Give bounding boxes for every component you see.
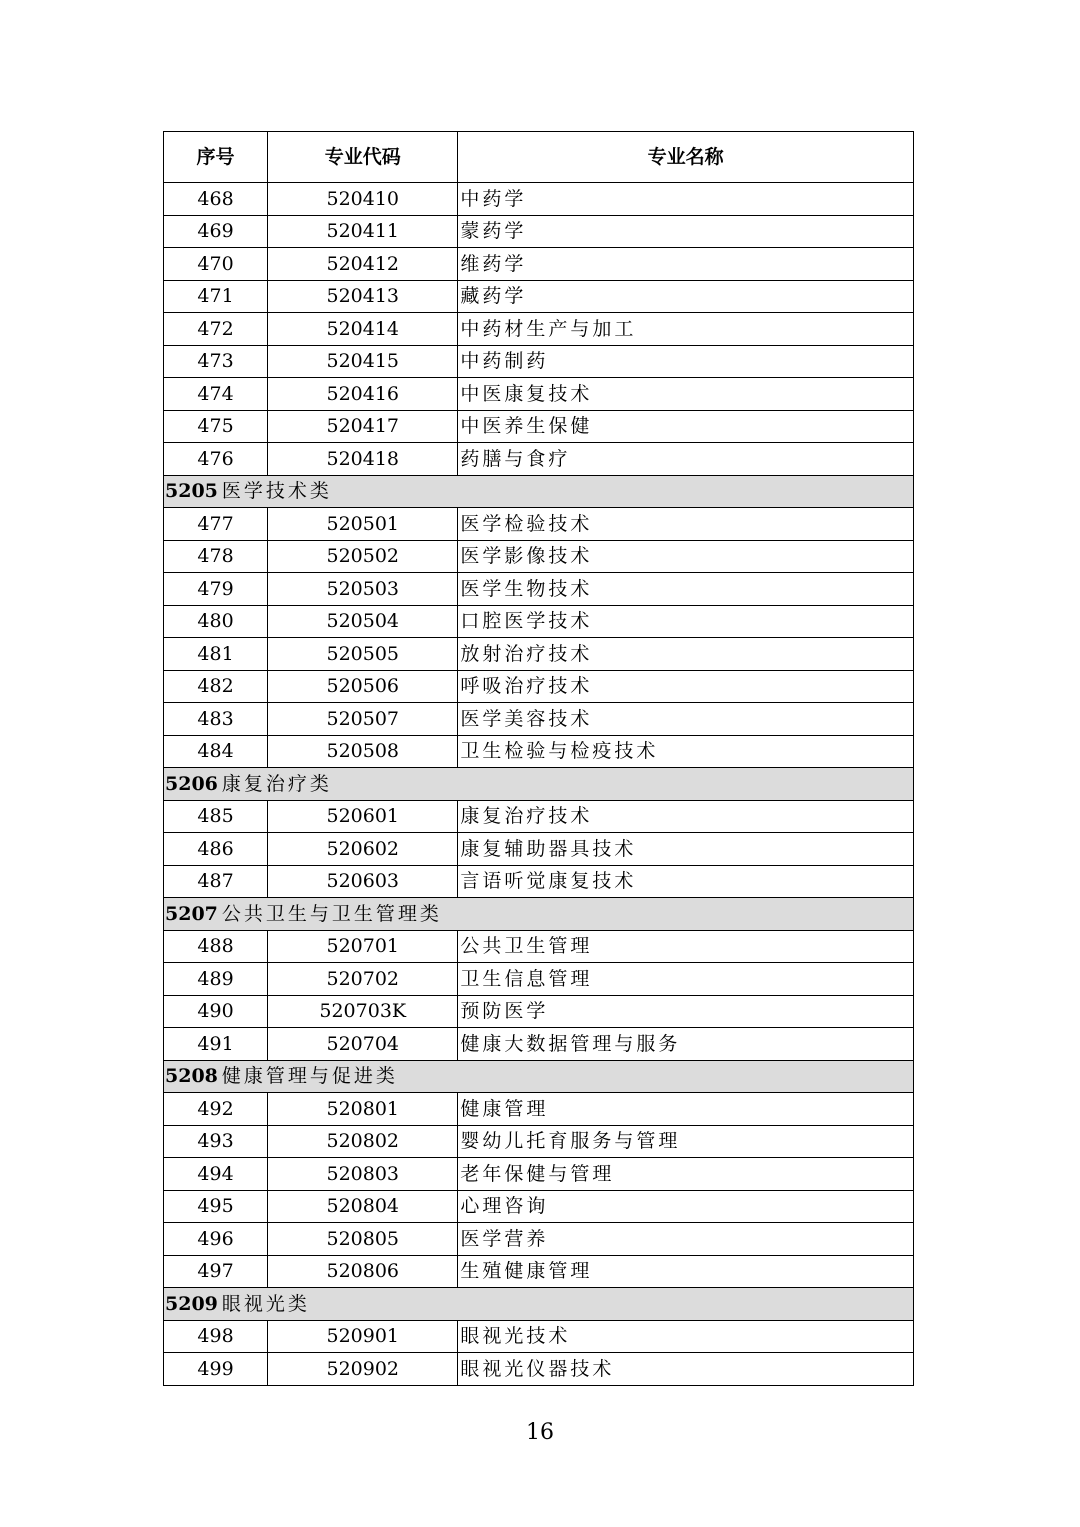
category-cell bbox=[164, 1288, 914, 1321]
row-number: 486 bbox=[164, 833, 268, 866]
table-row bbox=[164, 508, 914, 541]
row-name: 中药材生产与加工 bbox=[458, 313, 914, 346]
row-number: 488 bbox=[164, 930, 268, 963]
row-number: 498 bbox=[164, 1320, 268, 1353]
table-row bbox=[164, 833, 914, 866]
category-code: 5209 bbox=[165, 1292, 218, 1315]
row-code: 520702 bbox=[268, 963, 458, 996]
row-number: 491 bbox=[164, 1028, 268, 1061]
row-code: 520803 bbox=[268, 1158, 458, 1191]
row-code: 520804 bbox=[268, 1190, 458, 1223]
table-row bbox=[164, 1320, 914, 1353]
table-row bbox=[164, 313, 914, 346]
row-number: 479 bbox=[164, 573, 268, 606]
table-row bbox=[164, 573, 914, 606]
row-name: 公共卫生管理 bbox=[458, 930, 914, 963]
row-code: 520506 bbox=[268, 670, 458, 703]
table-row bbox=[164, 1223, 914, 1256]
category-code: 5206 bbox=[165, 772, 218, 795]
row-code: 520902 bbox=[268, 1353, 458, 1386]
category-name: 公共卫生与卫生管理类 bbox=[221, 902, 442, 925]
row-name: 老年保健与管理 bbox=[458, 1158, 914, 1191]
table-row bbox=[164, 995, 914, 1028]
row-number: 475 bbox=[164, 410, 268, 443]
row-name: 生殖健康管理 bbox=[458, 1255, 914, 1288]
row-code: 520504 bbox=[268, 605, 458, 638]
row-code: 520601 bbox=[268, 800, 458, 833]
table-row bbox=[164, 1093, 914, 1126]
row-code: 520414 bbox=[268, 313, 458, 346]
table-row bbox=[164, 605, 914, 638]
row-name: 蒙药学 bbox=[458, 215, 914, 248]
row-number: 487 bbox=[164, 865, 268, 898]
row-name: 健康大数据管理与服务 bbox=[458, 1028, 914, 1061]
row-name: 医学营养 bbox=[458, 1223, 914, 1256]
row-number: 481 bbox=[164, 638, 268, 671]
row-name: 中医养生保健 bbox=[458, 410, 914, 443]
row-number: 490 bbox=[164, 995, 268, 1028]
row-name: 康复辅助器具技术 bbox=[458, 833, 914, 866]
row-code: 520417 bbox=[268, 410, 458, 443]
category-cell bbox=[164, 1060, 914, 1093]
row-name: 心理咨询 bbox=[458, 1190, 914, 1223]
row-number: 476 bbox=[164, 443, 268, 476]
row-code: 520418 bbox=[268, 443, 458, 476]
category-row bbox=[164, 898, 914, 931]
row-name: 眼视光技术 bbox=[458, 1320, 914, 1353]
table-row bbox=[164, 378, 914, 411]
table-row bbox=[164, 183, 914, 216]
header-code: 专业代码 bbox=[268, 132, 458, 183]
row-name: 藏药学 bbox=[458, 280, 914, 313]
row-code: 520502 bbox=[268, 540, 458, 573]
category-cell bbox=[164, 898, 914, 931]
page-number: 16 bbox=[526, 1420, 554, 1445]
row-number: 497 bbox=[164, 1255, 268, 1288]
row-code: 520508 bbox=[268, 735, 458, 768]
table-row bbox=[164, 443, 914, 476]
table-row bbox=[164, 1158, 914, 1191]
table-row bbox=[164, 280, 914, 313]
table-header-row bbox=[164, 132, 914, 183]
row-name: 眼视光仪器技术 bbox=[458, 1353, 914, 1386]
row-name: 药膳与食疗 bbox=[458, 443, 914, 476]
row-code: 520412 bbox=[268, 248, 458, 281]
table-row bbox=[164, 248, 914, 281]
row-number: 493 bbox=[164, 1125, 268, 1158]
table-row bbox=[164, 670, 914, 703]
major-catalog-table bbox=[163, 131, 914, 1386]
table-row bbox=[164, 963, 914, 996]
row-name: 婴幼儿托育服务与管理 bbox=[458, 1125, 914, 1158]
row-code: 520503 bbox=[268, 573, 458, 606]
row-name: 维药学 bbox=[458, 248, 914, 281]
row-name: 卫生检验与检疫技术 bbox=[458, 735, 914, 768]
table-row bbox=[164, 703, 914, 736]
category-row bbox=[164, 1060, 914, 1093]
row-number: 471 bbox=[164, 280, 268, 313]
category-code: 5208 bbox=[165, 1065, 218, 1088]
header-name: 专业名称 bbox=[458, 132, 914, 183]
table-body bbox=[164, 183, 914, 1386]
row-code: 520802 bbox=[268, 1125, 458, 1158]
row-name: 口腔医学技术 bbox=[458, 605, 914, 638]
row-number: 480 bbox=[164, 605, 268, 638]
table-row bbox=[164, 540, 914, 573]
table-row bbox=[164, 865, 914, 898]
row-number: 499 bbox=[164, 1353, 268, 1386]
row-code: 520805 bbox=[268, 1223, 458, 1256]
table-row bbox=[164, 215, 914, 248]
row-number: 495 bbox=[164, 1190, 268, 1223]
row-number: 483 bbox=[164, 703, 268, 736]
table-row bbox=[164, 1353, 914, 1386]
row-name: 卫生信息管理 bbox=[458, 963, 914, 996]
row-code: 520501 bbox=[268, 508, 458, 541]
row-code: 520416 bbox=[268, 378, 458, 411]
row-code: 520806 bbox=[268, 1255, 458, 1288]
category-name: 健康管理与促进类 bbox=[221, 1065, 398, 1088]
row-number: 485 bbox=[164, 800, 268, 833]
row-number: 492 bbox=[164, 1093, 268, 1126]
table-row bbox=[164, 1190, 914, 1223]
category-code: 5207 bbox=[165, 902, 218, 925]
row-name: 医学生物技术 bbox=[458, 573, 914, 606]
row-code: 520602 bbox=[268, 833, 458, 866]
row-code: 520901 bbox=[268, 1320, 458, 1353]
row-number: 469 bbox=[164, 215, 268, 248]
row-number: 473 bbox=[164, 345, 268, 378]
category-code: 5205 bbox=[165, 480, 218, 503]
row-number: 496 bbox=[164, 1223, 268, 1256]
row-name: 中药学 bbox=[458, 183, 914, 216]
table-row bbox=[164, 800, 914, 833]
table-row bbox=[164, 930, 914, 963]
category-name: 康复治疗类 bbox=[221, 772, 332, 795]
table-row bbox=[164, 345, 914, 378]
row-name: 中医康复技术 bbox=[458, 378, 914, 411]
category-row bbox=[164, 475, 914, 508]
row-name: 中药制药 bbox=[458, 345, 914, 378]
row-code: 520411 bbox=[268, 215, 458, 248]
row-name: 放射治疗技术 bbox=[458, 638, 914, 671]
category-row bbox=[164, 768, 914, 801]
category-name: 眼视光类 bbox=[221, 1292, 310, 1315]
row-number: 494 bbox=[164, 1158, 268, 1191]
row-number: 472 bbox=[164, 313, 268, 346]
table-row bbox=[164, 735, 914, 768]
row-name: 医学美容技术 bbox=[458, 703, 914, 736]
row-code: 520410 bbox=[268, 183, 458, 216]
category-row bbox=[164, 1288, 914, 1321]
row-code: 520415 bbox=[268, 345, 458, 378]
row-code: 520801 bbox=[268, 1093, 458, 1126]
row-code: 520413 bbox=[268, 280, 458, 313]
row-name: 康复治疗技术 bbox=[458, 800, 914, 833]
row-code: 520603 bbox=[268, 865, 458, 898]
row-number: 484 bbox=[164, 735, 268, 768]
row-number: 489 bbox=[164, 963, 268, 996]
row-name: 健康管理 bbox=[458, 1093, 914, 1126]
row-name: 言语听觉康复技术 bbox=[458, 865, 914, 898]
table-row bbox=[164, 410, 914, 443]
table-row bbox=[164, 1028, 914, 1061]
row-name: 预防医学 bbox=[458, 995, 914, 1028]
row-number: 478 bbox=[164, 540, 268, 573]
row-code: 520703K bbox=[268, 995, 458, 1028]
row-code: 520505 bbox=[268, 638, 458, 671]
row-code: 520704 bbox=[268, 1028, 458, 1061]
table-row bbox=[164, 638, 914, 671]
row-number: 468 bbox=[164, 183, 268, 216]
table-row bbox=[164, 1255, 914, 1288]
row-number: 477 bbox=[164, 508, 268, 541]
category-name: 医学技术类 bbox=[221, 480, 332, 503]
row-name: 医学检验技术 bbox=[458, 508, 914, 541]
header-no: 序号 bbox=[164, 132, 268, 183]
row-number: 482 bbox=[164, 670, 268, 703]
row-name: 呼吸治疗技术 bbox=[458, 670, 914, 703]
category-cell bbox=[164, 475, 914, 508]
row-code: 520701 bbox=[268, 930, 458, 963]
row-name: 医学影像技术 bbox=[458, 540, 914, 573]
row-code: 520507 bbox=[268, 703, 458, 736]
row-number: 470 bbox=[164, 248, 268, 281]
category-cell bbox=[164, 768, 914, 801]
table-row bbox=[164, 1125, 914, 1158]
row-number: 474 bbox=[164, 378, 268, 411]
